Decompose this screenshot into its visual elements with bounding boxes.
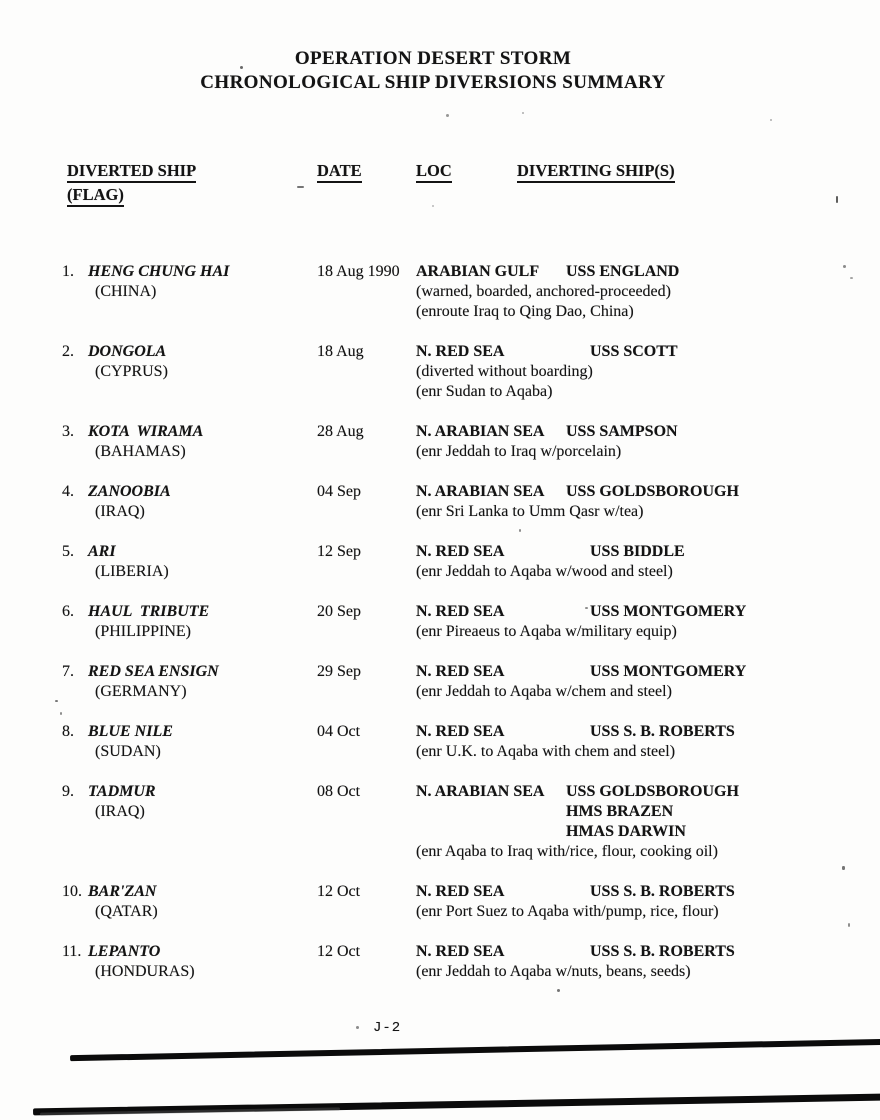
loc-and-diverting-cell [416, 342, 876, 402]
scan-speck [843, 265, 846, 268]
ship-flag: (IRAQ) [95, 503, 145, 520]
entry-number: 6. [62, 603, 74, 620]
table-row [0, 882, 880, 922]
diverted-ship-cell [62, 602, 312, 642]
diverting-ships-list [590, 542, 685, 562]
diverted-ship-name: LEPANTO [88, 943, 161, 960]
ship-name-line [62, 882, 312, 902]
scan-speck [432, 205, 434, 207]
date-cell: 18 Aug 1990 [317, 263, 400, 280]
diverted-ship-cell [62, 942, 312, 982]
scan-speck [297, 186, 304, 188]
remark-line: (warned, boarded, anchored-proceeded) [416, 283, 671, 300]
loc-and-diverting-cell [416, 602, 876, 642]
remark-line: (diverted without boarding) [416, 363, 593, 380]
diverted-ship-name: ZANOOBIA [88, 483, 171, 500]
entry-number: 4. [62, 483, 74, 500]
remark-line: (enr U.K. to Aqaba with chem and steel) [416, 743, 676, 760]
loc-value: N. ARABIAN SEA [416, 423, 545, 440]
remarks-block [416, 442, 876, 462]
loc-line [416, 782, 876, 842]
scan-speck [848, 923, 850, 927]
document-title [0, 47, 866, 95]
remark-line: (enr Jeddah to Aqaba w/nuts, beans, seeds) [416, 963, 691, 980]
ship-name-line [62, 342, 312, 362]
entry-number: 2. [62, 343, 74, 360]
ship-name-line [62, 262, 312, 282]
diverting-ship-name: USS GOLDSBOROUGH [566, 483, 739, 500]
loc-line [416, 602, 876, 622]
diverting-ships-list [566, 482, 739, 502]
diverted-ship-cell [62, 342, 312, 382]
diverted-ship-name: HAUL TRIBUTE [88, 603, 210, 620]
loc-line [416, 482, 876, 502]
date-cell: 12 Oct [317, 883, 361, 900]
loc-value: N. ARABIAN SEA [416, 783, 545, 800]
loc-and-diverting-cell [416, 482, 876, 522]
loc-value: N. ARABIAN SEA [416, 483, 545, 500]
ship-name-line [62, 662, 312, 682]
ship-name-line [62, 782, 312, 802]
entry-number: 7. [62, 663, 74, 680]
date-cell: 04 Oct [317, 723, 361, 740]
scan-speck [446, 114, 449, 117]
remark-line: (enr Aqaba to Iraq with/rice, flour, cooking oil) [416, 843, 718, 860]
loc-value: N. RED SEA [416, 943, 505, 960]
loc-line [416, 422, 876, 442]
ship-name-line [62, 422, 312, 442]
loc-value: N. RED SEA [416, 663, 505, 680]
header-diverting-ships-label: DIVERTING SHIP(S) [517, 161, 675, 183]
diverting-ships-list [590, 722, 735, 742]
table-row [0, 342, 880, 402]
diverted-ship-cell [62, 662, 312, 702]
diverted-ship-name: BLUE NILE [88, 723, 173, 740]
loc-and-diverting-cell [416, 262, 876, 322]
loc-value: ARABIAN GULF [416, 263, 540, 280]
column-header-diverting-ships [517, 161, 675, 183]
diverting-ships-list [566, 262, 679, 282]
diverted-ship-cell [62, 422, 312, 462]
table-row [0, 422, 880, 462]
scan-speck [60, 712, 62, 715]
column-header-date [317, 161, 362, 183]
remark-line: (enr Jeddah to Aqaba w/chem and steel) [416, 683, 672, 700]
remarks-block [416, 502, 876, 522]
diverting-ship-name: USS S. B. ROBERTS [590, 883, 735, 900]
diverted-ship-name: BAR'ZAN [88, 883, 157, 900]
remarks-block [416, 842, 876, 862]
table-row [0, 542, 880, 582]
ship-name-line [62, 722, 312, 742]
loc-value: N. RED SEA [416, 543, 505, 560]
diverting-ship-name: USS MONTGOMERY [590, 603, 747, 620]
header-diverted-ship-label: DIVERTED SHIP [67, 161, 196, 183]
date-cell: 28 Aug [317, 423, 364, 440]
ship-flag: (IRAQ) [95, 803, 145, 820]
diverting-ships-list [590, 342, 678, 362]
loc-and-diverting-cell [416, 662, 876, 702]
column-header-diverted-ship [67, 161, 196, 207]
remarks-block [416, 282, 876, 322]
entry-number: 8. [62, 723, 74, 740]
ship-name-line [62, 482, 312, 502]
diverting-ship-name: USS SCOTT [590, 343, 678, 360]
loc-value: N. RED SEA [416, 723, 505, 740]
entry-number: 9. [62, 783, 74, 800]
loc-and-diverting-cell [416, 422, 876, 462]
diverted-ship-name: HENG CHUNG HAI [88, 263, 230, 280]
title-line-2: CHRONOLOGICAL SHIP DIVERSIONS SUMMARY [200, 72, 666, 93]
remarks-block [416, 362, 876, 402]
ship-flag: (QATAR) [95, 903, 158, 920]
remark-line: (enr Jeddah to Iraq w/porcelain) [416, 443, 622, 460]
date-cell: 29 Sep [317, 663, 361, 680]
diverted-ship-cell [62, 722, 312, 762]
remark-line: (enroute Iraq to Qing Dao, China) [416, 303, 634, 320]
loc-line [416, 722, 876, 742]
title-line-1: OPERATION DESERT STORM [294, 48, 572, 69]
header-date-label: DATE [317, 161, 362, 183]
scan-speck [557, 989, 560, 992]
ship-flag: (SUDAN) [95, 743, 161, 760]
diverted-ship-cell [62, 782, 312, 822]
diverted-ship-name: KOTA WIRAMA [88, 423, 204, 440]
remark-line: (enr Jeddah to Aqaba w/wood and steel) [416, 563, 673, 580]
date-cell: 12 Sep [317, 543, 361, 560]
column-header-loc [416, 161, 452, 183]
diverting-ships-list [566, 782, 739, 842]
scan-speck [770, 119, 772, 121]
diverted-ship-name: RED SEA ENSIGN [88, 663, 219, 680]
loc-line [416, 662, 876, 682]
diverting-ship-name: USS ENGLAND [566, 263, 680, 280]
diverting-ship-name: USS S. B. ROBERTS [590, 723, 735, 740]
diverting-ship-name: USS MONTGOMERY [590, 663, 747, 680]
ship-name-line [62, 942, 312, 962]
remarks-block [416, 902, 876, 922]
loc-value: N. RED SEA [416, 883, 505, 900]
scan-speck [850, 277, 853, 279]
diverted-ship-name: TADMUR [88, 783, 156, 800]
table-row [0, 262, 880, 322]
remarks-block [416, 682, 876, 702]
date-cell: 04 Sep [317, 483, 361, 500]
remark-line: (enr Pireaeus to Aqaba w/military equip) [416, 623, 677, 640]
diverting-ship-name: HMAS DARWIN [566, 823, 686, 840]
remark-line: (enr Sri Lanka to Umm Qasr w/tea) [416, 503, 644, 520]
ship-flag: (CHINA) [95, 283, 157, 300]
table-row [0, 722, 880, 762]
date-cell: 20 Sep [317, 603, 361, 620]
loc-and-diverting-cell [416, 882, 876, 922]
entry-number: 3. [62, 423, 74, 440]
scan-speck [240, 66, 243, 69]
scan-speck [842, 866, 845, 870]
table-row [0, 782, 880, 862]
entries [0, 262, 880, 1002]
table-row [0, 482, 880, 522]
ship-name-line [62, 542, 312, 562]
page-number: J-2 [373, 1020, 402, 1036]
scan-speck [836, 196, 838, 203]
loc-and-diverting-cell [416, 722, 876, 762]
header-flag-label: (FLAG) [67, 185, 124, 207]
diverting-ship-name: USS GOLDSBOROUGH [566, 783, 739, 800]
ship-flag: (CYPRUS) [95, 363, 168, 380]
diverting-ships-list [590, 882, 735, 902]
ship-flag: (GERMANY) [95, 683, 187, 700]
diverting-ship-name: USS BIDDLE [590, 543, 685, 560]
scan-speck [585, 607, 588, 609]
diverted-ship-name: ARI [88, 543, 116, 560]
diverting-ships-list [590, 602, 746, 622]
loc-and-diverting-cell [416, 542, 876, 582]
diverted-ship-cell [62, 262, 312, 302]
entry-number: 10. [62, 883, 82, 900]
diverting-ship-name: USS S. B. ROBERTS [590, 943, 735, 960]
loc-line [416, 942, 876, 962]
loc-and-diverting-cell [416, 942, 876, 982]
diverted-ship-cell [62, 882, 312, 922]
loc-value: N. RED SEA [416, 603, 505, 620]
ship-name-line [62, 602, 312, 622]
table-row [0, 602, 880, 642]
table-row [0, 662, 880, 702]
diverted-ship-cell [62, 482, 312, 522]
remarks-block [416, 962, 876, 982]
header-loc-label: LOC [416, 161, 452, 183]
diverted-ship-name: DONGOLA [88, 343, 167, 360]
ship-flag: (HONDURAS) [95, 963, 195, 980]
diverting-ships-list [590, 662, 746, 682]
scan-speck [522, 112, 524, 114]
entry-number: 5. [62, 543, 74, 560]
date-cell: 18 Aug [317, 343, 364, 360]
date-cell: 08 Oct [317, 783, 361, 800]
loc-line [416, 262, 876, 282]
diverting-ship-name: HMS BRAZEN [566, 803, 674, 820]
ship-flag: (PHILIPPINE) [95, 623, 191, 640]
scan-speck [519, 529, 521, 532]
entry-number: 11. [62, 943, 82, 960]
remarks-block [416, 742, 876, 762]
scan-streak-upper [70, 1039, 880, 1061]
remark-line: (enr Sudan to Aqaba) [416, 383, 553, 400]
remarks-block [416, 622, 876, 642]
ship-flag: (BAHAMAS) [95, 443, 186, 460]
date-cell: 12 Oct [317, 943, 361, 960]
ship-flag: (LIBERIA) [95, 563, 169, 580]
diverting-ships-list [590, 942, 735, 962]
remarks-block [416, 562, 876, 582]
scan-speck [55, 700, 58, 702]
loc-line [416, 542, 876, 562]
diverting-ship-name: USS SAMPSON [566, 423, 678, 440]
diverting-ships-list [566, 422, 678, 442]
loc-line [416, 342, 876, 362]
loc-value: N. RED SEA [416, 343, 505, 360]
entry-number: 1. [62, 263, 74, 280]
table-row [0, 942, 880, 982]
diverted-ship-cell [62, 542, 312, 582]
remark-line: (enr Port Suez to Aqaba with/pump, rice, flour) [416, 903, 719, 920]
scan-speck [356, 1026, 359, 1029]
loc-and-diverting-cell [416, 782, 876, 862]
loc-line [416, 882, 876, 902]
